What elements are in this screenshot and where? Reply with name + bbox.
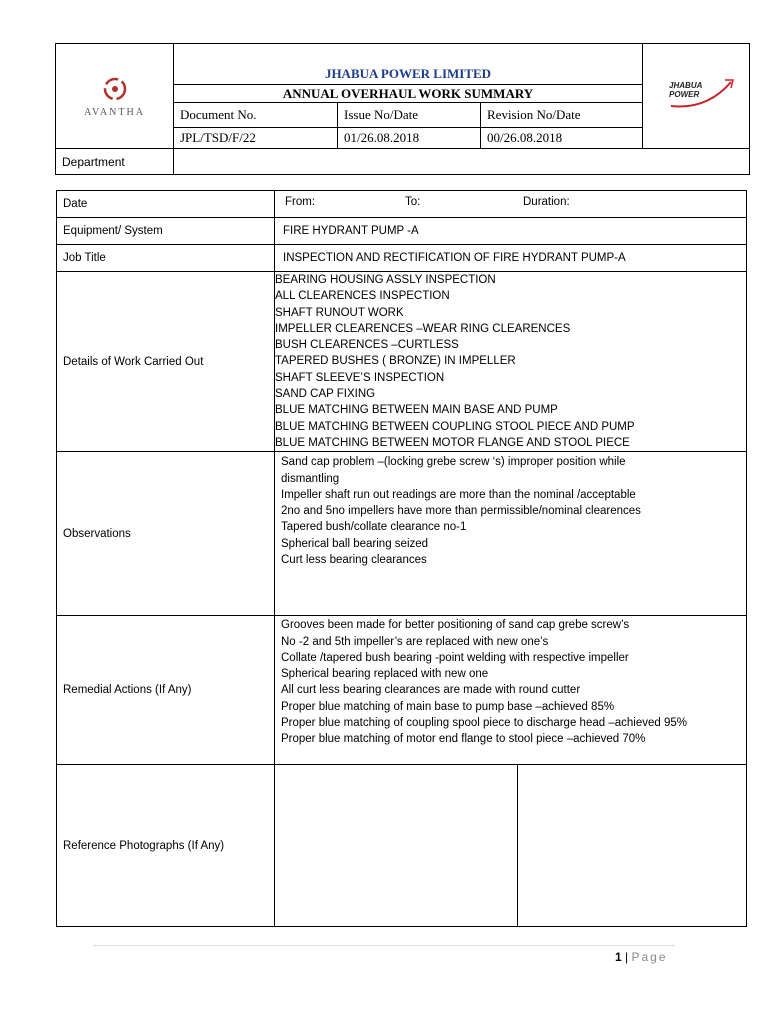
logo-power-text: POWER bbox=[669, 90, 700, 99]
logo-jhabua-text: JHABUA bbox=[669, 81, 703, 90]
footer-divider bbox=[93, 945, 675, 946]
remedial-item: Grooves been made for better positioning of sand cap grebe screw’s bbox=[281, 619, 630, 632]
company-name: JHABUA POWER LIMITED bbox=[174, 44, 643, 85]
date-range-cell bbox=[275, 191, 747, 218]
issue-value: 01/26.08.2018 bbox=[338, 128, 481, 149]
duration-label: Duration: bbox=[523, 196, 570, 208]
details-list bbox=[275, 272, 747, 452]
remedial-item: Collate /tapered bush bearing -point welding with respective impeller bbox=[281, 651, 629, 664]
avantha-logo-text: AVANTHA bbox=[84, 107, 145, 118]
department-value bbox=[174, 149, 750, 175]
details-item: SHAFT RUNOUT WORK bbox=[275, 306, 404, 319]
form-subtitle: ANNUAL OVERHAUL WORK SUMMARY bbox=[174, 85, 643, 103]
work-summary-table bbox=[56, 190, 747, 927]
details-item: BUSH CLEARENCES –CURTLESS bbox=[275, 339, 459, 352]
observations-label: Observations bbox=[57, 452, 275, 616]
equipment-value: FIRE HYDRANT PUMP -A bbox=[275, 218, 747, 245]
details-item: BEARING HOUSING ASSLY INSPECTION bbox=[275, 274, 496, 286]
observation-item: Tapered bush/collate clearance no-1 bbox=[281, 521, 467, 534]
header-table bbox=[55, 43, 750, 175]
details-item: IMPELLER CLEARENCES –WEAR RING CLEARENCES bbox=[275, 322, 571, 335]
observation-item: 2no and 5no impellers have more than permissible/nominal clearences bbox=[281, 505, 641, 518]
job-title-label: Job Title bbox=[57, 245, 275, 272]
remedial-item: Spherical bearing replaced with new one bbox=[281, 668, 489, 681]
remedial-item: All curt less bearing clearances are made with round cutter bbox=[281, 684, 581, 697]
page-separator: | bbox=[625, 950, 629, 964]
doc-no-value: JPL/TSD/F/22 bbox=[174, 128, 338, 149]
equipment-label: Equipment/ System bbox=[57, 218, 275, 245]
department-label: Department bbox=[56, 149, 174, 175]
observations-list bbox=[275, 452, 747, 616]
job-title-value: INSPECTION AND RECTIFICATION OF FIRE HYDRANT PUMP-A bbox=[275, 245, 747, 272]
details-item: SHAFT SLEEVE’S INSPECTION bbox=[275, 371, 445, 384]
details-item: SAND CAP FIXING bbox=[275, 388, 376, 401]
issue-label: Issue No/Date bbox=[338, 103, 481, 128]
observation-item: Spherical ball bearing seized bbox=[281, 537, 429, 550]
remedial-label: Remedial Actions (If Any) bbox=[57, 616, 275, 765]
details-item: BLUE MATCHING BETWEEN MAIN BASE AND PUMP bbox=[275, 404, 558, 417]
observation-item: Impeller shaft run out readings are more than the nominal /acceptable bbox=[281, 488, 636, 501]
remedial-item: No -2 and 5th impeller’s are replaced with new one’s bbox=[281, 635, 549, 648]
page-footer bbox=[615, 950, 668, 964]
remedial-item: Proper blue matching of motor end flange to stool piece –achieved 70% bbox=[281, 733, 646, 746]
avantha-logo bbox=[56, 44, 174, 149]
observation-item: Curt less bearing clearances bbox=[281, 554, 427, 567]
page-number: 1 bbox=[615, 950, 622, 964]
details-item: TAPERED BUSHES ( BRONZE) IN IMPELLER bbox=[275, 355, 516, 368]
details-item: BLUE MATCHING BETWEEN MOTOR FLANGE AND STOOL PIECE bbox=[275, 436, 630, 449]
date-label: Date bbox=[57, 191, 275, 218]
details-item: ALL CLEARENCES INSPECTION bbox=[275, 290, 450, 303]
observation-item: Sand cap problem –(locking grebe screw ‘s) improper position while bbox=[281, 456, 626, 469]
revision-value: 00/26.08.2018 bbox=[481, 128, 643, 149]
avantha-emblem-icon bbox=[95, 74, 135, 104]
doc-no-label: Document No. bbox=[174, 103, 338, 128]
revision-label: Revision No/Date bbox=[481, 103, 643, 128]
observation-item: dismantling bbox=[281, 472, 340, 485]
details-label: Details of Work Carried Out bbox=[57, 272, 275, 452]
remedial-list bbox=[275, 616, 747, 765]
from-label: From: bbox=[285, 196, 316, 208]
remedial-item: Proper blue matching of coupling spool piece to discharge head –achieved 95% bbox=[281, 717, 687, 730]
photo-slot-2 bbox=[518, 765, 747, 927]
remedial-item: Proper blue matching of main base to pump base –achieved 85% bbox=[281, 700, 615, 713]
photo-slot-1 bbox=[275, 765, 518, 927]
page-label: Page bbox=[631, 950, 668, 964]
details-item: BLUE MATCHING BETWEEN COUPLING STOOL PIECE AND PUMP bbox=[275, 420, 635, 433]
jhabua-power-logo bbox=[643, 44, 750, 149]
to-label: To: bbox=[405, 196, 421, 208]
photos-label: Reference Photographs (If Any) bbox=[57, 765, 275, 927]
